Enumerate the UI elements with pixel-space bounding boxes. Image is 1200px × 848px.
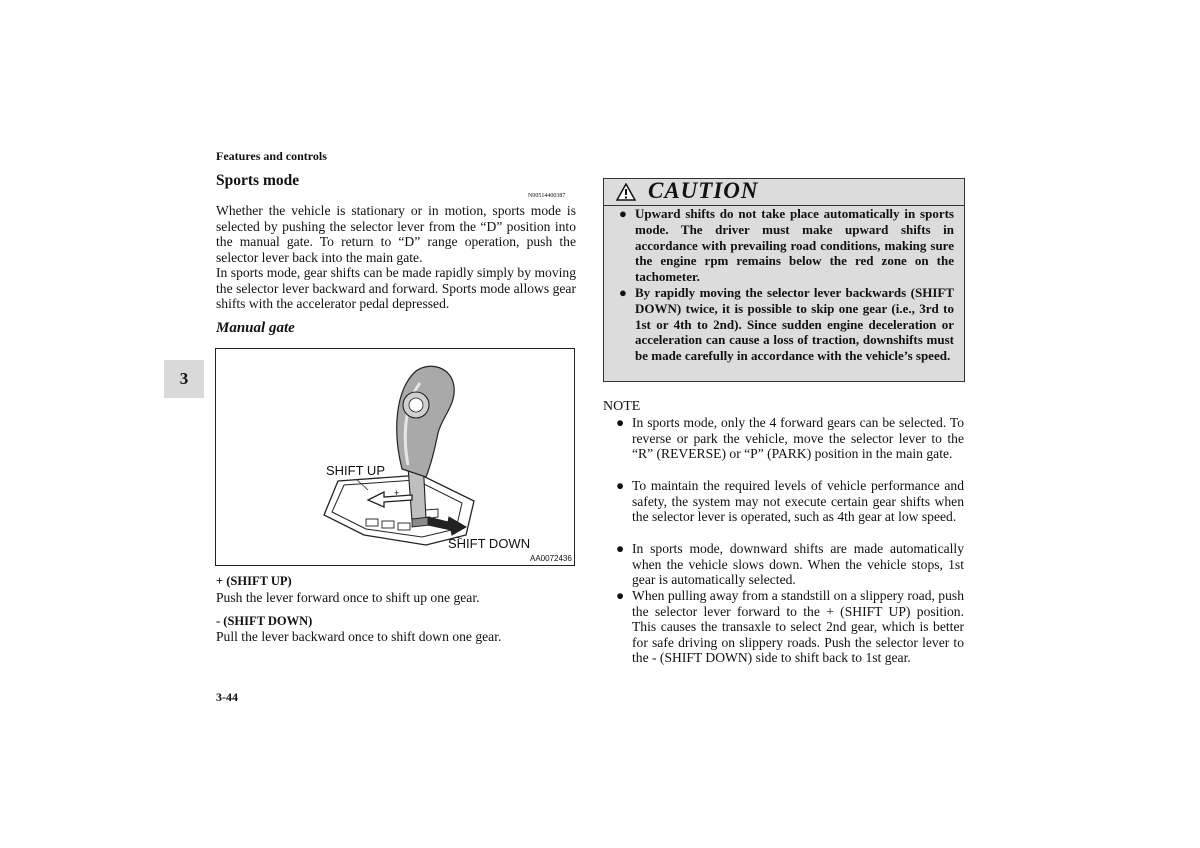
- note-item: [616, 478, 964, 525]
- caution-item: [619, 206, 954, 285]
- bullet-icon: ●: [619, 206, 627, 221]
- caution-item-text: Upward shifts do not take place automatically in sports mode. The driver must make upward shifts in accordance with prevailing road conditions, making sure the engine rpm remains below the red zone on the tachometer.: [635, 206, 954, 285]
- note-heading: NOTE: [603, 399, 641, 414]
- svg-text:+: +: [394, 488, 400, 498]
- shift-up-label: SHIFT UP: [326, 463, 385, 478]
- bullet-icon: ●: [616, 541, 625, 556]
- reference-code: N00514400387: [528, 193, 566, 199]
- note-item: [616, 588, 964, 666]
- caution-box: [603, 178, 965, 382]
- shift-down-text: Pull the lever backward once to shift down one gear.: [216, 629, 502, 644]
- bullet-icon: ●: [616, 415, 625, 430]
- caution-header: [604, 179, 964, 206]
- page-title: Sports mode: [216, 172, 300, 189]
- note-item-text: In sports mode, only the 4 forward gears can be selected. To reverse or park the vehicle, move the selector lever to the “R” (REVERSE) or “P” (PARK) position in the main gate.: [632, 415, 964, 462]
- manual-gate-subheading: Manual gate: [216, 320, 295, 336]
- caution-title: CAUTION: [648, 178, 759, 203]
- note-item: [616, 415, 964, 462]
- shift-down-heading: - (SHIFT DOWN): [216, 614, 313, 628]
- chapter-tab: [164, 360, 204, 398]
- figure-code: AA0072436: [530, 554, 572, 563]
- section-header: Features and controls: [216, 149, 327, 163]
- bullet-icon: ●: [616, 588, 625, 603]
- gear-selector-illustration: [216, 349, 574, 565]
- warning-triangle-icon: [616, 183, 636, 206]
- page-number: 3-44: [216, 690, 238, 704]
- sports-mode-paragraph-1: Whether the vehicle is stationary or in motion, sports mode is selected by pushing the selector lever from the “D” position into the manual gate. To return to “D” range operation, push the selector lever back into the main gate.: [216, 203, 576, 265]
- note-item-text: In sports mode, downward shifts are made automatically when the vehicle slows down. When the vehicle stops, 1st gear is automatically selected.: [632, 541, 964, 588]
- bullet-icon: ●: [619, 285, 627, 300]
- bullet-icon: ●: [616, 478, 625, 493]
- caution-item-text: By rapidly moving the selector lever backwards (SHIFT DOWN) twice, it is possible to skip one gear (i.e., 3rd to 1st or 4th to 2nd). Since sudden engine deceleration or acceleration can cause a loss of traction, downshifts must be made carefully in accordance with the vehicle’s speed.: [635, 285, 954, 364]
- shift-up-heading: + (SHIFT UP): [216, 574, 292, 588]
- note-item-text: To maintain the required levels of vehicle performance and safety, the system may not execute certain gear shifts when the selector lever is operated, such as 4th gear at low speed.: [632, 478, 964, 525]
- chapter-number: 3: [179, 369, 189, 388]
- shift-up-text: Push the lever forward once to shift up one gear.: [216, 590, 480, 605]
- sports-mode-paragraph-2: In sports mode, gear shifts can be made rapidly simply by moving the selector lever backward and forward. Sports mode allows gear shifts with the accelerator pedal depressed.: [216, 265, 576, 312]
- manual-gate-figure: [215, 348, 575, 566]
- caution-item: [619, 285, 954, 364]
- note-item-text: When pulling away from a standstill on a slippery road, push the selector lever forward to the + (SHIFT UP) position. This causes the transaxle to select 2nd gear, which is better for safe driving on slippery roads. Push the selector lever to the - (SHIFT DOWN) side to shift back to 1st gear.: [632, 588, 964, 666]
- note-item: [616, 541, 964, 588]
- shift-down-label: SHIFT DOWN: [448, 536, 531, 551]
